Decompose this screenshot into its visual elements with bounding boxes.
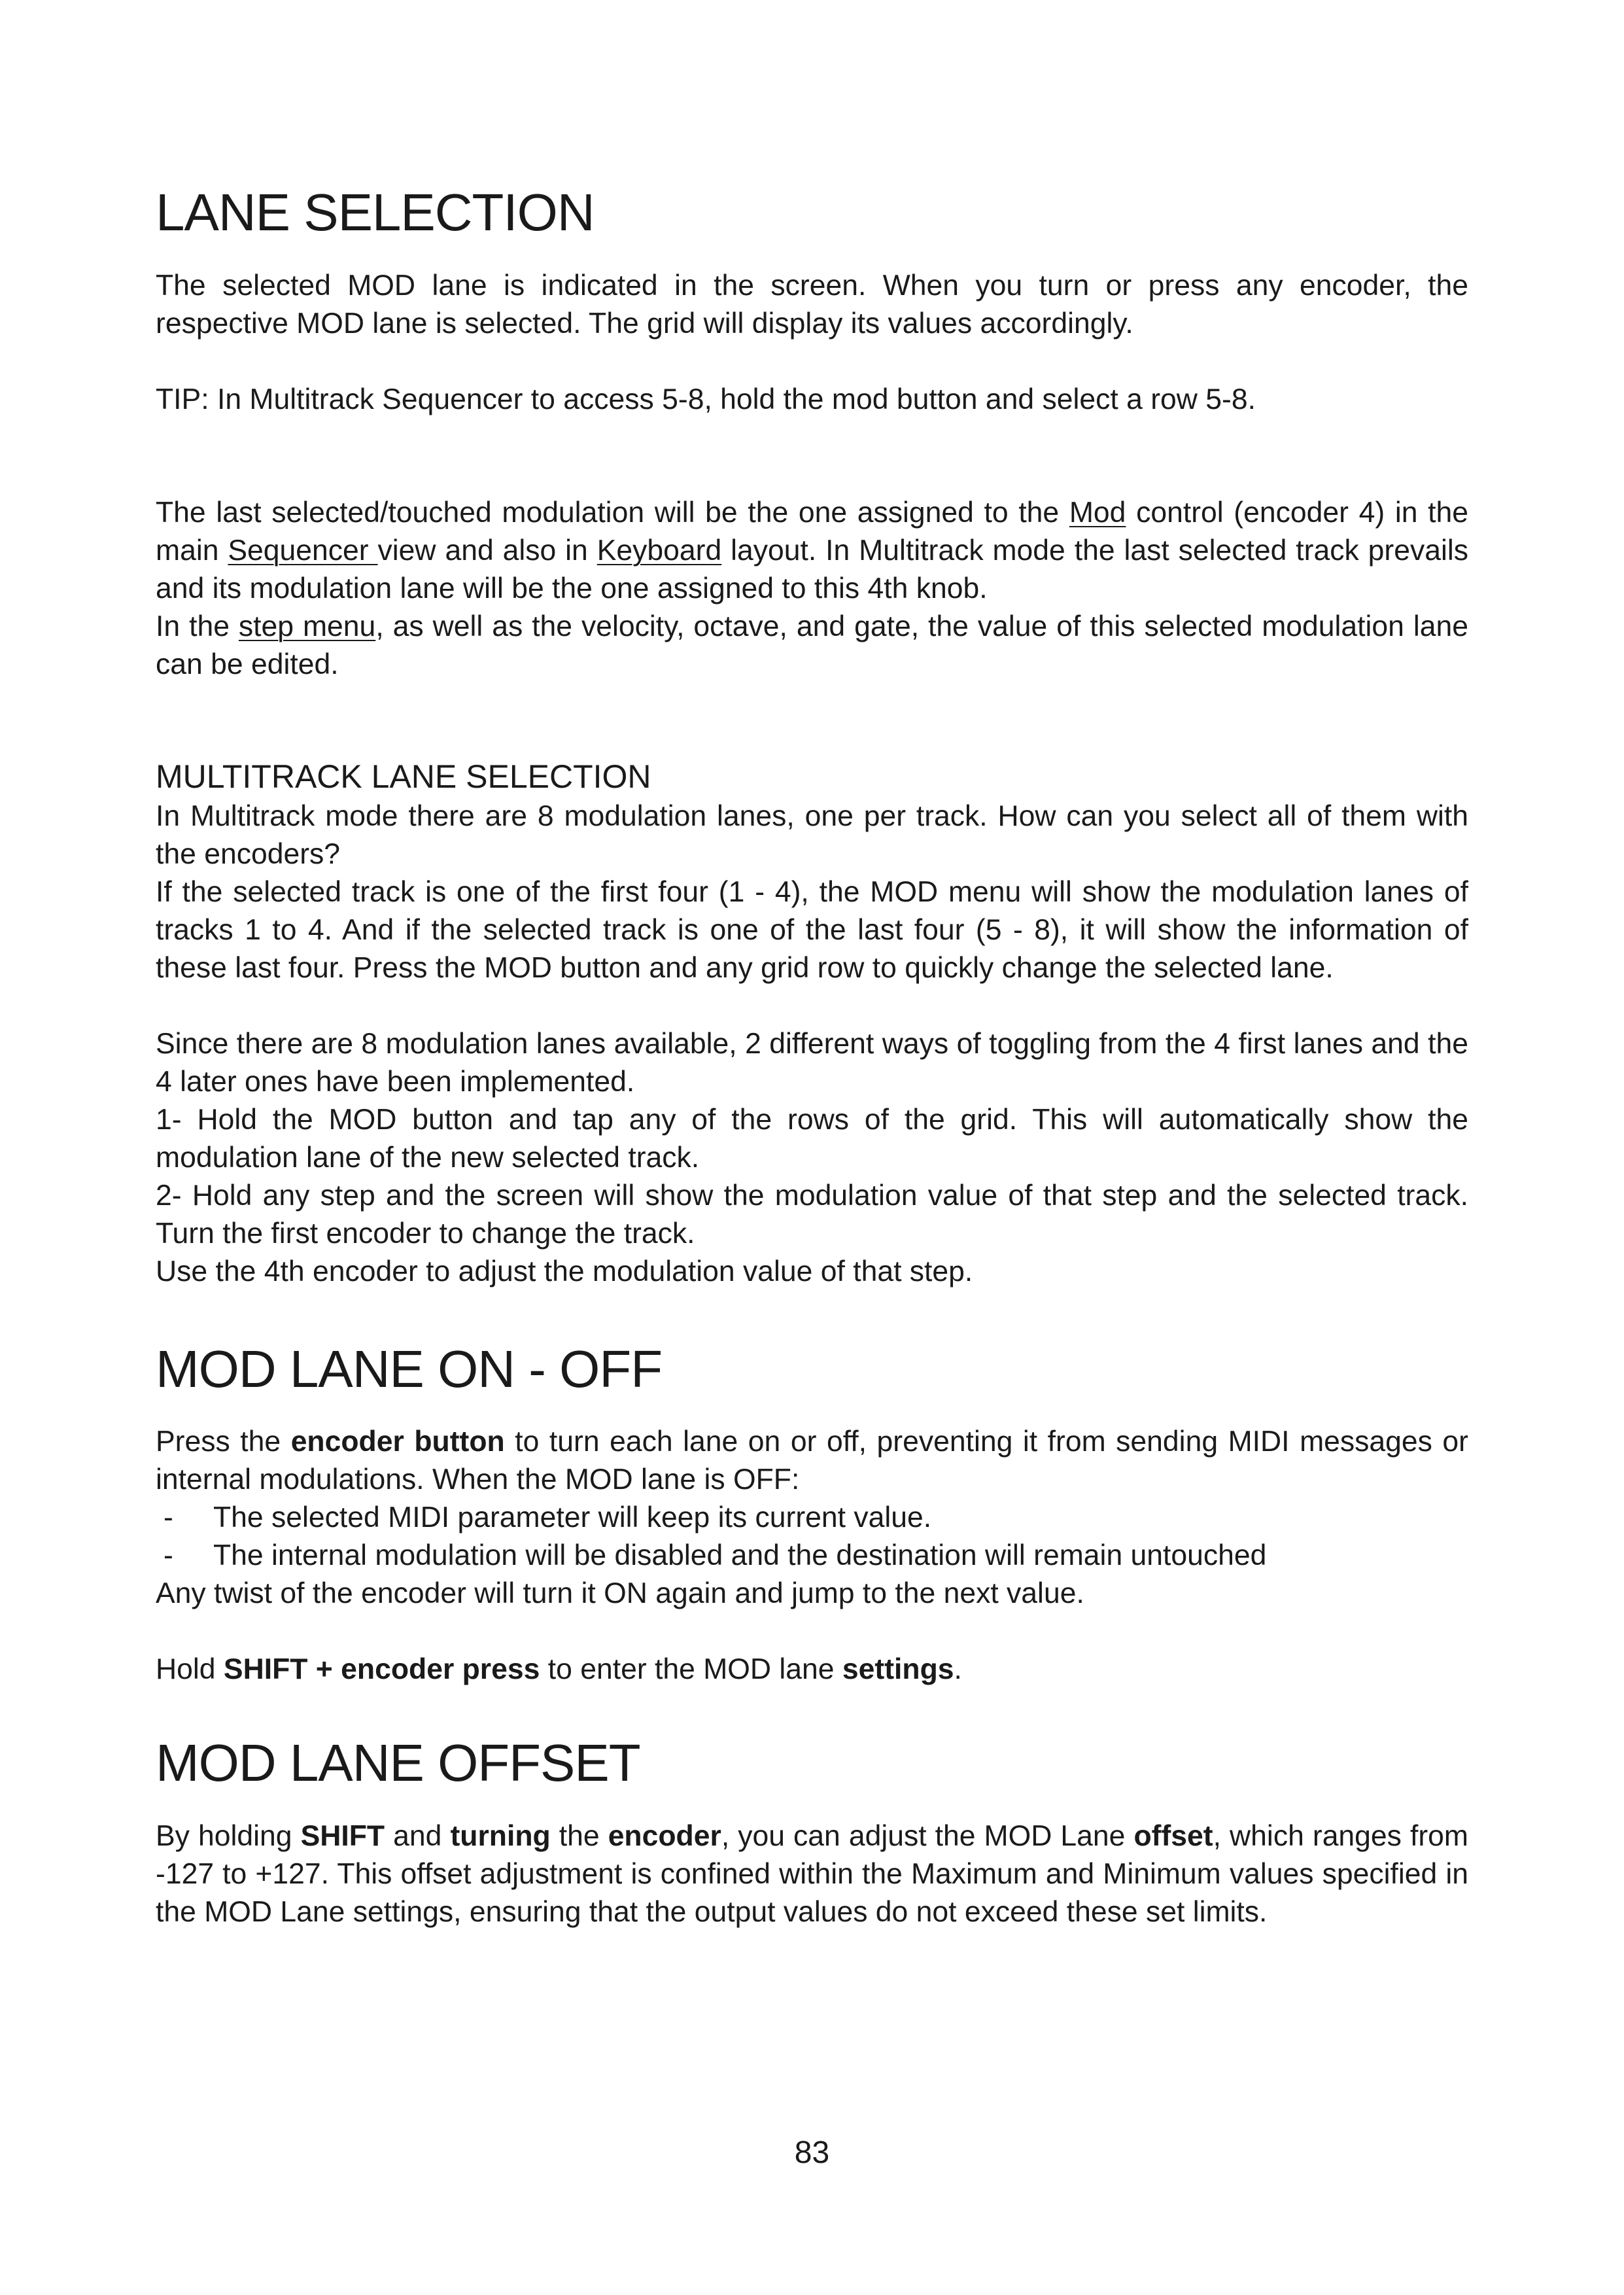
paragraph-first-four: If the selected track is one of the first four (1 - 4), the MOD menu will show the modulation lanes of tracks 1 to 4. And if the selected track is one of the last four (5 - 8), it will show the information of these last four. Press the MOD button and any grid row to quickly change the selected lane. — [156, 876, 1468, 984]
paragraph-tip: TIP: In Multitrack Sequencer to access 5-8, hold the mod button and select a row 5-8. — [156, 383, 1256, 415]
heading-mod-lane-offset: MOD LANE OFFSET — [156, 1734, 640, 1792]
paragraph-method-1: 1- Hold the MOD button and tap any of the rows of the grid. This will automatically show the modulation lane of the new selected track. — [156, 1104, 1468, 1174]
paragraph-lane-indicated: The selected MOD lane is indicated in the screen. When you turn or press any encoder, the respective MOD lane is selected. The grid will display its values accordingly. — [156, 270, 1468, 340]
heading-mod-lane-on-off: MOD LANE ON - OFF — [156, 1340, 663, 1398]
paragraph-multitrack-intro: In Multitrack mode there are 8 modulation lanes, one per track. How can you select all of them with the encoders? — [156, 800, 1468, 870]
heading-lane-selection: LANE SELECTION — [156, 183, 595, 241]
paragraph-step-menu: In the step menu, as well as the velocity, octave, and gate, the value of this selected modulation lane can be edited. — [156, 610, 1469, 680]
link-mod[interactable]: Mod — [1069, 497, 1126, 529]
heading-multitrack-lane-selection: MULTITRACK LANE SELECTION — [156, 758, 651, 795]
paragraph-toggling: Since there are 8 modulation lanes available, 2 different ways of toggling from the 4 first lanes and the 4 later ones have been implemented. — [156, 1028, 1468, 1098]
paragraph-encoder-button: Press the encoder button to turn each lane on or off, preventing it from sending MIDI messages or internal modulations. When the MOD lane is OFF: — [156, 1426, 1468, 1496]
page-number: 83 — [794, 2135, 830, 2170]
paragraph-4th-encoder: Use the 4th encoder to adjust the modulation value of that step. — [156, 1255, 973, 1288]
paragraph-offset: By holding SHIFT and turning the encoder, you can adjust the MOD Lane offset, which ranges from -127 to +127. This offset adjustment is confined within the Maximum and Minimum values specified in the MOD Lane settings, ensuring that the output values do not exceed these set limits. — [156, 1820, 1468, 1928]
paragraph-method-2: 2- Hold any step and the screen will show the modulation value of that step and the selected track. Turn the first encoder to change the track. — [156, 1180, 1468, 1250]
paragraph-last-selected: The last selected/touched modulation will be the one assigned to the Mod control (encoder 4) in the main Sequencer view and also in Keyboard layout. In Multitrack mode the last selected track prevails and its modulation lane will be the one assigned to this 4th knob. — [156, 497, 1468, 604]
paragraph-shift-settings: Hold SHIFT + encoder press to enter the MOD lane settings. — [156, 1653, 962, 1685]
paragraph-any-twist: Any twist of the encoder will turn it ON again and jump to the next value. — [156, 1577, 1084, 1609]
link-keyboard[interactable]: Keyboard — [596, 534, 722, 567]
link-sequencer[interactable]: Sequencer — [228, 534, 378, 567]
list-item: - The selected MIDI parameter will keep its current value. — [164, 1501, 932, 1533]
list-item: - The internal modulation will be disabled and the destination will remain untouched — [164, 1539, 1267, 1571]
link-step-menu[interactable]: step menu — [238, 610, 376, 642]
